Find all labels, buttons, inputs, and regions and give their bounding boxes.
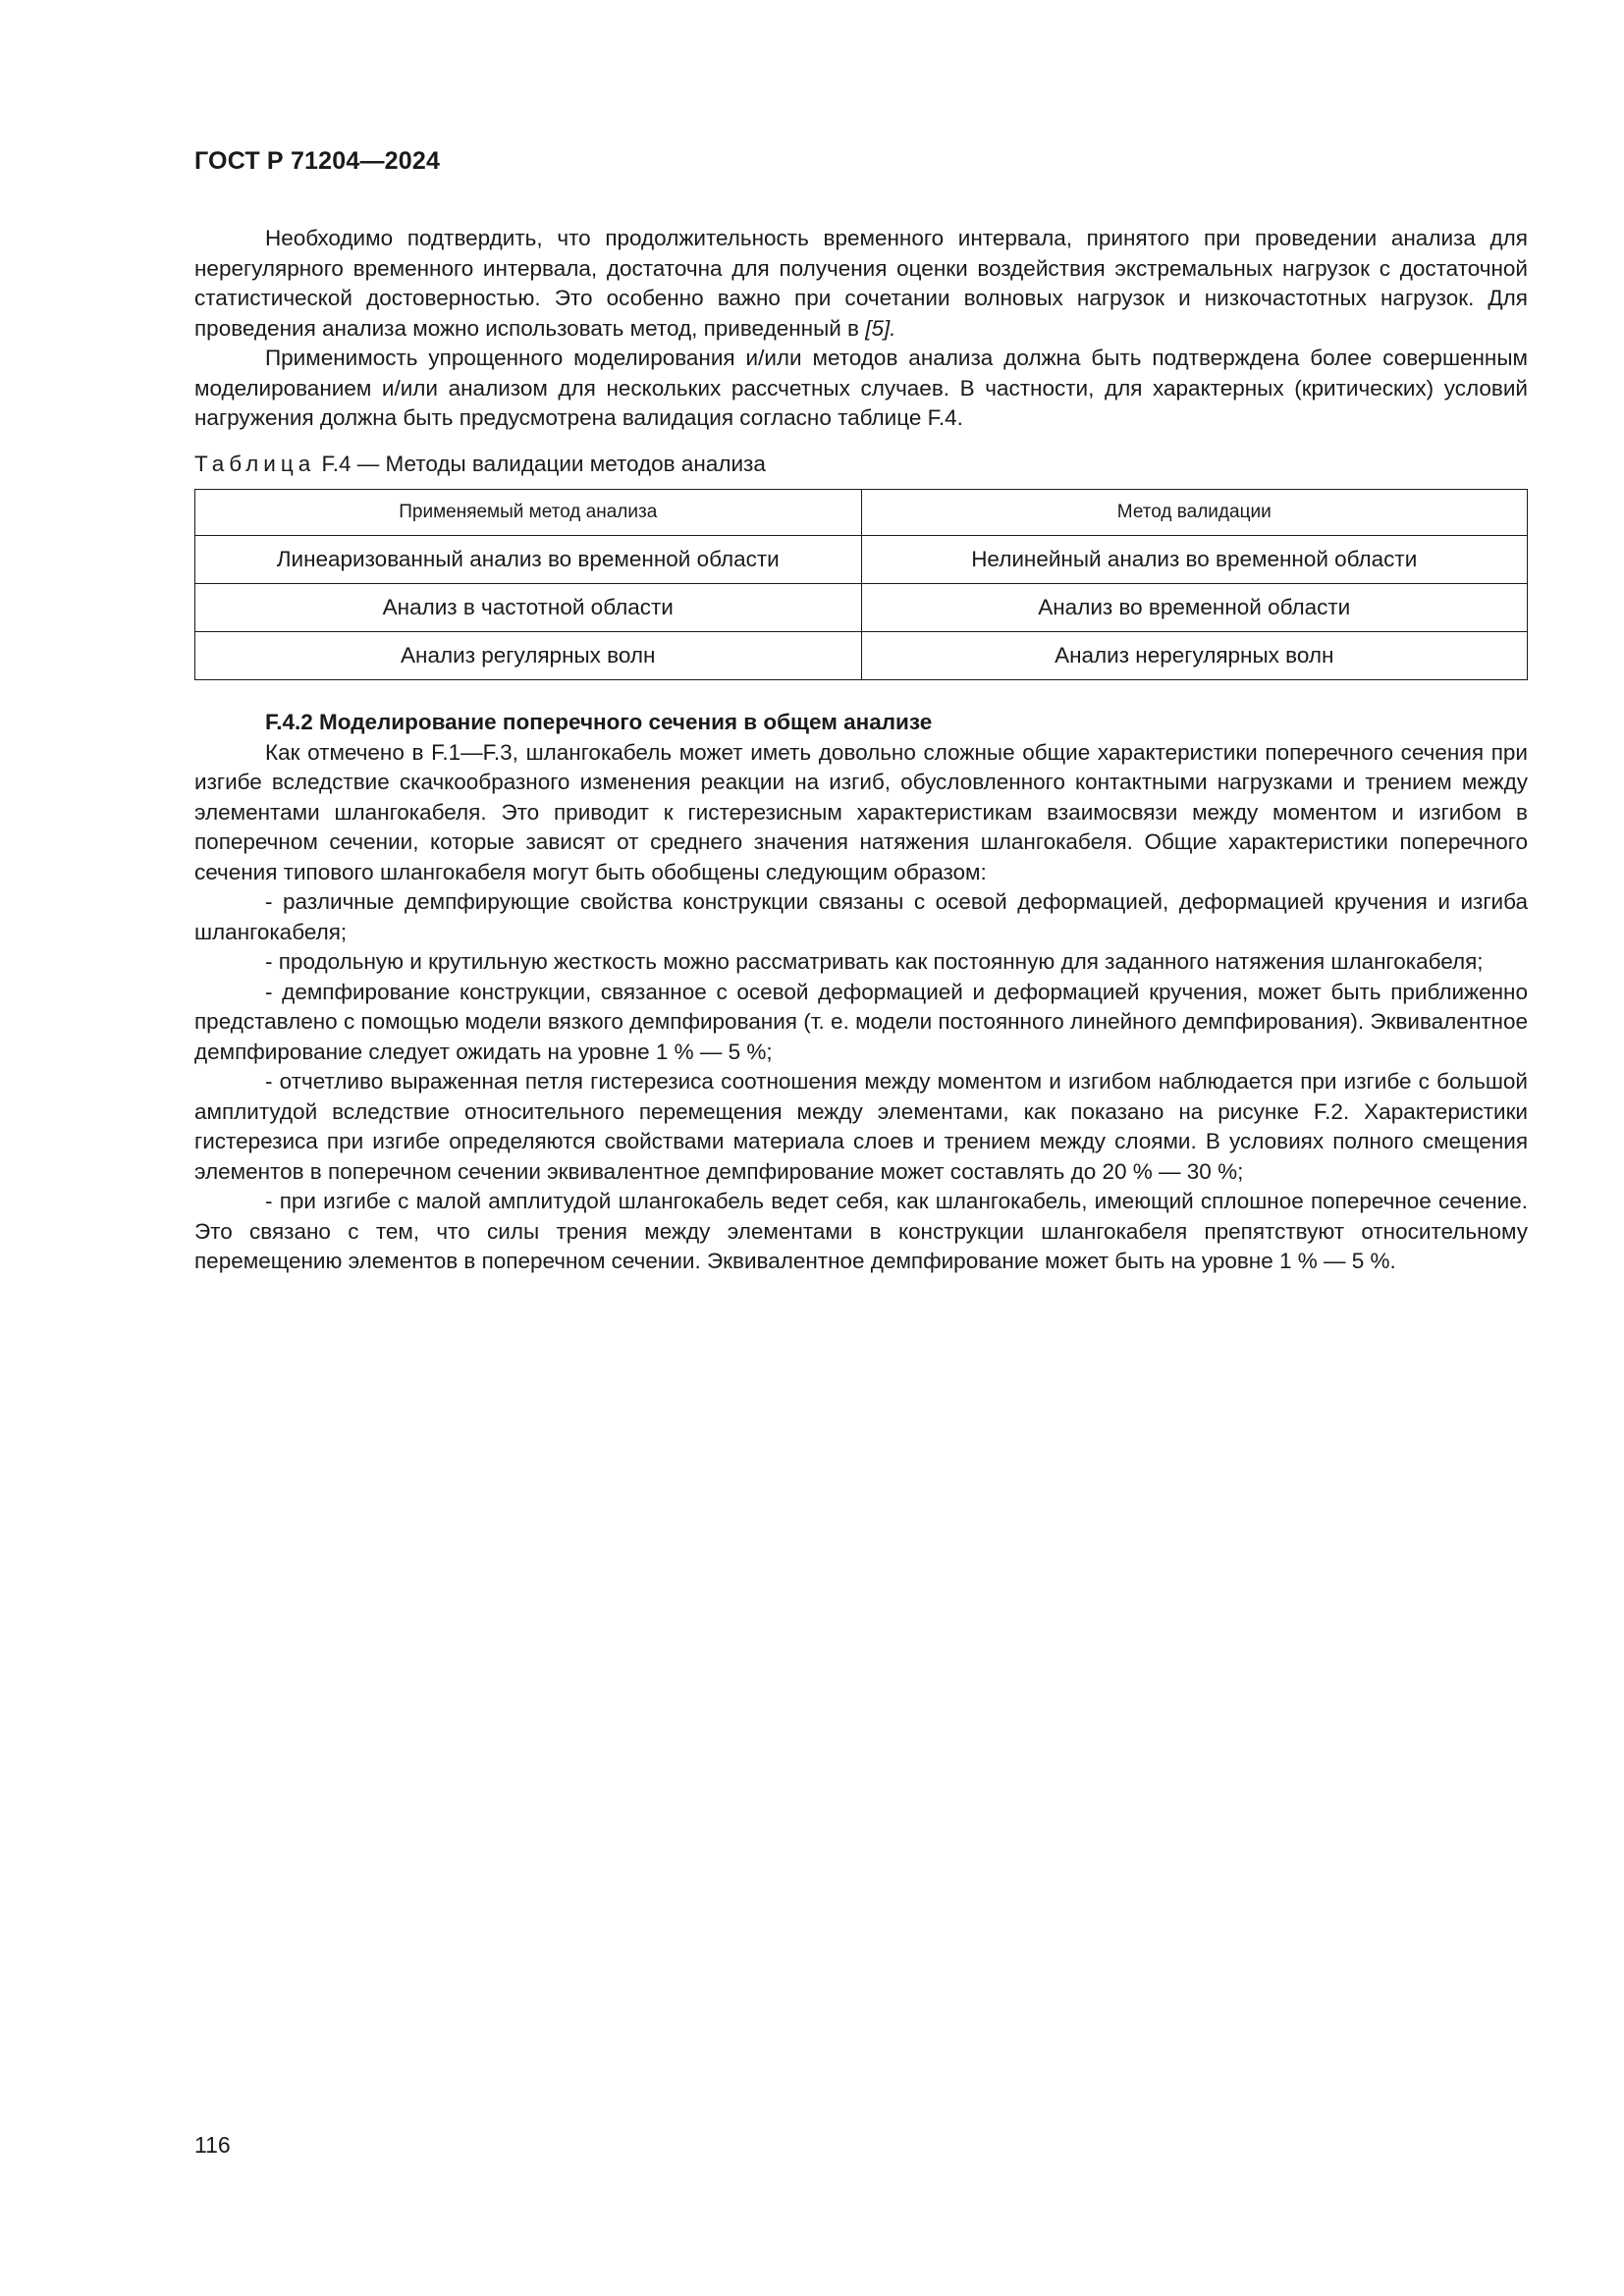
list-item: - демпфирование конструкции, связанное с осевой деформацией и деформацией кручения, может быть приближенно представлено с помощью модели вязкого демпфирования (т. е. модели постоянного линейного демпфирования). Эквивалентное демпфирование следует ожидать на уровне 1 % — 5 %; xyxy=(194,979,1528,1064)
table-cell: Анализ во временной области xyxy=(861,584,1528,632)
list-item: - продольную и крутильную жесткость можно рассматривать как постоянную для заданного натяжения шлангокабеля; xyxy=(265,949,1484,974)
table-row xyxy=(195,536,1528,584)
validation-methods-table xyxy=(194,489,1528,680)
page-number: 116 xyxy=(194,2132,231,2158)
list-item: - при изгибе с малой амплитудой шлангокабель ведет себя, как шлангокабель, имеющий сплошное поперечное сечение. Это связано с тем, что силы трения между элементами в конструкции шлангокабеля препятствуют относительному перемещению элементов в поперечном сечении. Эквивалентное демпфирование может быть на уровне 1 % — 5 %. xyxy=(194,1189,1528,1273)
section-paragraph: Как отмечено в F.1—F.3, шлангокабель может иметь довольно сложные общие характеристики поперечного сечения при изгибе вследствие скачкообразного изменения реакции на изгиб, обусловленного контактными нагрузками и трением между элементами шлангокабеля. Это приводит к гистерезисным характеристикам взаимосвязи между моментом и изгибом в поперечном сечении, которые зависят от среднего значения натяжения шлангокабеля. Общие характеристики поперечного сечения типового шлангокабеля могут быть обобщены следующим образом: xyxy=(194,739,1528,884)
document-body xyxy=(194,224,1528,1277)
list-item: - отчетливо выраженная петля гистерезиса соотношения между моментом и изгибом наблюдается при изгибе с большой амплитудой вследствие относительного перемещения между элементами, как показано на рисунке F.2. Характеристики гистерезиса при изгибе определяются свойствами материала слоев и трением между слоями. В условиях полного смещения элементов в поперечном сечении эквивалентное демпфирование может составлять до 20 % — 30 %; xyxy=(194,1069,1528,1184)
intro-paragraph-2: Применимость упрощенного моделирования и/или методов анализа должна быть подтверждена более совершенным моделированием и/или анализом для нескольких рассчетных случаев. В частности, для характерных (критических) условий нагружения должна быть предусмотрена валидация согласно таблице F.4. xyxy=(194,346,1528,430)
table-cell: Нелинейный анализ во временной области xyxy=(861,536,1528,584)
intro-paragraph-1-text: Необходимо подтвердить, что продолжительность временного интервала, принятого при проведении анализа для нерегулярного временного интервала, достаточна для получения оценки воздействия экстремальных нагрузок с достаточной статистической достоверностью. Это особенно важно при сочетании волновых нагрузок и низкочастотных нагрузок. Для проведения анализа можно использовать метод, приведенный в xyxy=(194,226,1528,341)
list-item: - различные демпфирующие свойства конструкции связаны с осевой деформацией, деформацией кручения и изгиба шлангокабеля; xyxy=(194,889,1528,944)
table-row xyxy=(195,584,1528,632)
table-caption-word: Таблица xyxy=(194,451,316,476)
table-caption xyxy=(194,450,1528,480)
table-cell: Анализ регулярных волн xyxy=(195,632,862,680)
table-header-row xyxy=(195,490,1528,536)
intro-paragraph-1 xyxy=(194,224,1528,344)
table-caption-text: F.4 — Методы валидации методов анализа xyxy=(321,451,766,476)
table-cell: Линеаризованный анализ во временной области xyxy=(195,536,862,584)
table-header-cell: Метод валидации xyxy=(861,490,1528,536)
table-cell: Анализ нерегулярных волн xyxy=(861,632,1528,680)
table-row xyxy=(195,632,1528,680)
table-header-cell: Применяемый метод анализа xyxy=(195,490,862,536)
table-cell: Анализ в частотной области xyxy=(195,584,862,632)
section-heading: F.4.2 Моделирование поперечного сечения в общем анализе xyxy=(265,710,933,734)
standard-header: ГОСТ Р 71204—2024 xyxy=(194,147,441,175)
reference-link: [5]. xyxy=(865,315,896,341)
